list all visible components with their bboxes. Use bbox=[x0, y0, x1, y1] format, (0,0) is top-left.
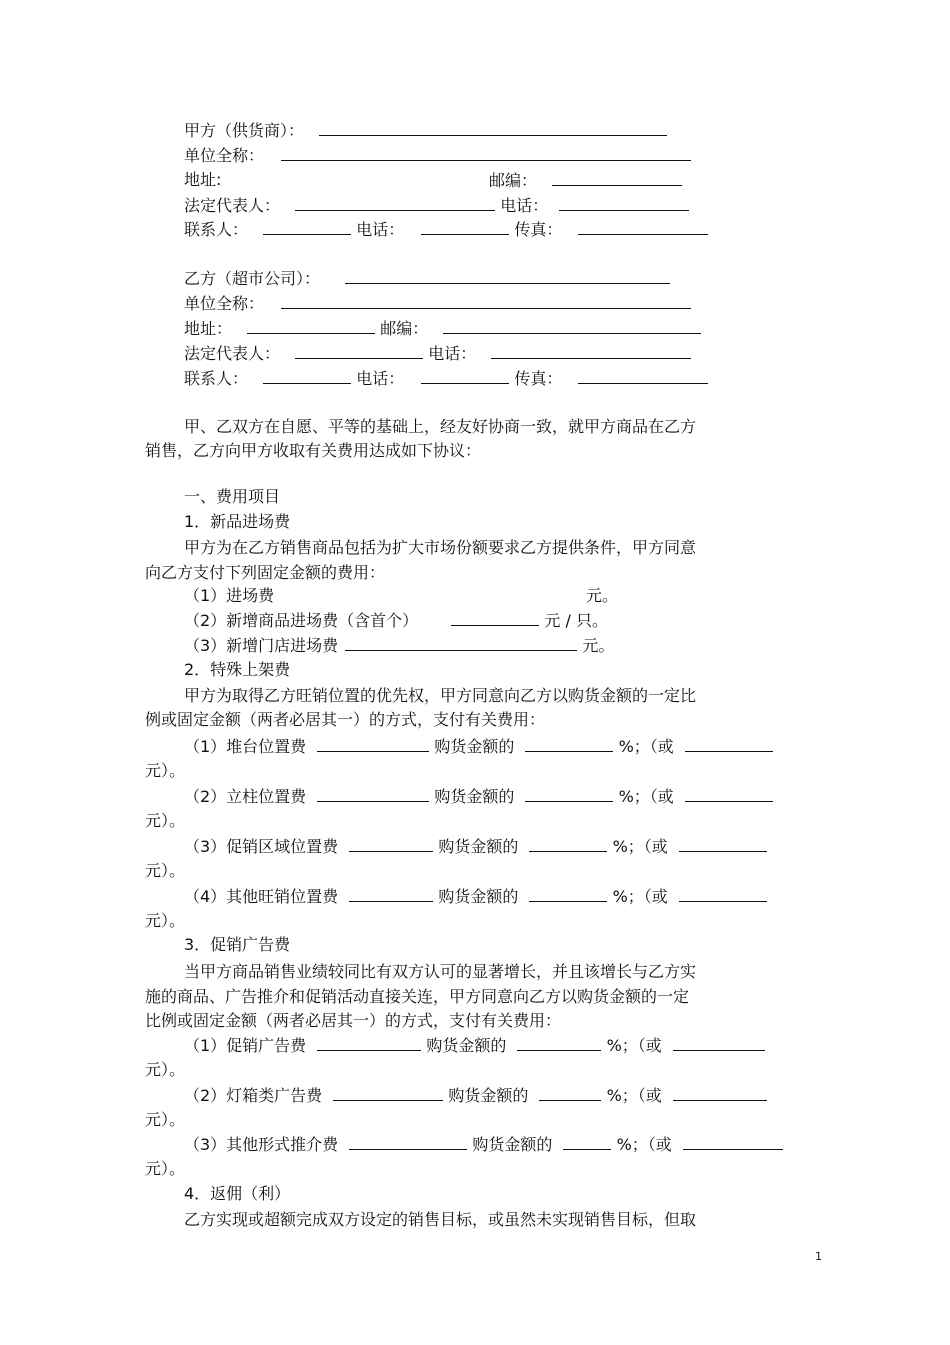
fee-3-item-3-label: （3）其他形式推介费 bbox=[184, 1135, 339, 1154]
fee-3-item-1-pct-suffix: %；（或 bbox=[606, 1036, 662, 1055]
fee-3-desc-3: 比例或固定金额（两者必居其一）的方式，支付有关费用： bbox=[145, 1011, 562, 1030]
fee-3-item-2-pct-suffix: %；（或 bbox=[606, 1086, 662, 1105]
fee-3-item-3-amount-blank[interactable] bbox=[349, 1134, 467, 1150]
fee-2-item-4-pct-suffix: %；（或 bbox=[612, 887, 668, 906]
fee-2-item-4-row bbox=[184, 886, 767, 906]
fee-3-item-2-pct-blank[interactable] bbox=[539, 1085, 601, 1101]
fee-1-item-3-unit: 元。 bbox=[582, 636, 615, 655]
fee-3-item-2-label: （2）灯箱类广告费 bbox=[184, 1086, 323, 1105]
fee-1-item-2-blank[interactable] bbox=[451, 610, 539, 626]
fee-2-item-4-pct-blank[interactable] bbox=[529, 886, 607, 902]
fee-2-item-4-fixed-blank[interactable] bbox=[679, 886, 767, 902]
fee-2-item-4-amount-blank[interactable] bbox=[349, 886, 433, 902]
fee-2-item-3-pct-label: 购货金额的 bbox=[438, 837, 519, 856]
fee-2-item-3-amount-blank[interactable] bbox=[349, 836, 433, 852]
party-b-legalrep-blank[interactable] bbox=[295, 343, 423, 359]
party-b-heading-row bbox=[184, 268, 670, 288]
party-b-fullname-blank[interactable] bbox=[281, 293, 691, 309]
party-a-heading: 甲方（供货商）： bbox=[184, 121, 305, 140]
party-b-fax-blank[interactable] bbox=[578, 368, 708, 384]
fee-2-item-3-pct-blank[interactable] bbox=[529, 836, 607, 852]
party-b-address-row bbox=[184, 318, 701, 338]
fee-3-item-3-pct-suffix: %；（或 bbox=[616, 1135, 672, 1154]
party-a-heading-row bbox=[184, 120, 667, 140]
fee-3-item-3-row bbox=[184, 1134, 783, 1154]
party-b-address-label: 地址： bbox=[184, 319, 233, 338]
fee-2-item-1-amount-blank[interactable] bbox=[317, 736, 429, 752]
party-a-postcode-label: 邮编： bbox=[489, 171, 538, 190]
fee-2-item-2-fixed-blank[interactable] bbox=[685, 786, 773, 802]
party-b-phone-blank[interactable] bbox=[491, 343, 691, 359]
fee-2-desc-1: 甲方为取得乙方旺销位置的优先权，甲方同意向乙方以购货金额的一定比 bbox=[184, 686, 697, 705]
fee-2-item-2-row bbox=[184, 786, 773, 806]
fee-2-item-3-label: （3）促销区域位置费 bbox=[184, 837, 339, 856]
fee-1-item-3-row bbox=[184, 635, 614, 655]
fee-3-item-2-tail: 元）。 bbox=[145, 1110, 186, 1129]
fee-1-desc-2: 向乙方支付下列固定金额的费用： bbox=[145, 563, 386, 582]
party-a-contact-phone-label: 电话： bbox=[356, 220, 405, 239]
fee-1-item-2-row bbox=[184, 610, 608, 630]
intro-line-1: 甲、乙双方在自愿、平等的基础上，经友好协商一致，就甲方商品在乙方 bbox=[184, 417, 697, 436]
party-a-name-blank[interactable] bbox=[319, 120, 667, 136]
party-a-contact-blank[interactable] bbox=[263, 219, 351, 235]
fee-3-item-1-tail: 元）。 bbox=[145, 1060, 186, 1079]
fee-3-item-3-fixed-blank[interactable] bbox=[683, 1134, 783, 1150]
fee-3-item-1-amount-blank[interactable] bbox=[317, 1035, 421, 1051]
party-a-legalrep-label: 法定代表人： bbox=[184, 196, 281, 215]
party-b-address-blank[interactable] bbox=[247, 318, 375, 334]
fee-1-item-3-blank[interactable] bbox=[345, 635, 577, 651]
party-a-fullname-label: 单位全称： bbox=[184, 146, 265, 165]
party-b-postcode-label: 邮编： bbox=[380, 319, 429, 338]
fee-1-item-2-label: （2）新增商品进场费（含首个） bbox=[184, 611, 419, 630]
fee-2-item-2-pct-blank[interactable] bbox=[525, 786, 613, 802]
party-a-postcode-blank[interactable] bbox=[552, 170, 682, 186]
fee-2-item-2-tail: 元）。 bbox=[145, 811, 186, 830]
party-a-contact-label: 联系人： bbox=[184, 220, 249, 239]
party-a-fax-label: 传真： bbox=[514, 220, 563, 239]
fee-3-item-1-pct-blank[interactable] bbox=[517, 1035, 601, 1051]
fee-3-item-1-label: （1）促销广告费 bbox=[184, 1036, 307, 1055]
fee-3-item-3-tail: 元）。 bbox=[145, 1159, 186, 1178]
party-a-legalrep-blank[interactable] bbox=[295, 195, 495, 211]
party-a-fullname-row bbox=[184, 145, 691, 165]
party-a-fax-blank[interactable] bbox=[578, 219, 708, 235]
fee-2-desc-2: 例或固定金额（两者必居其一）的方式，支付有关费用： bbox=[145, 710, 546, 729]
party-b-contact-phone-label: 电话： bbox=[356, 369, 405, 388]
intro-line-2: 销售，乙方向甲方收取有关费用达成如下协议： bbox=[145, 441, 482, 460]
party-b-fullname-label: 单位全称： bbox=[184, 294, 265, 313]
fee-3-item-1-row bbox=[184, 1035, 765, 1055]
fee-2-item-4-tail: 元）。 bbox=[145, 911, 186, 930]
party-b-contact-row bbox=[184, 368, 708, 388]
fee-2-item-1-fixed-blank[interactable] bbox=[685, 736, 773, 752]
fee-4-title: 4．返佣（利） bbox=[184, 1184, 291, 1203]
party-a-contact-phone-blank[interactable] bbox=[421, 219, 509, 235]
fee-2-item-2-amount-blank[interactable] bbox=[317, 786, 429, 802]
party-a-address-label: 地址: bbox=[184, 170, 222, 189]
fee-3-item-2-row bbox=[184, 1085, 767, 1105]
party-b-postcode-blank[interactable] bbox=[443, 318, 701, 334]
fee-2-item-1-row bbox=[184, 736, 773, 756]
fee-2-item-2-pct-label: 购货金额的 bbox=[434, 787, 515, 806]
fee-2-item-3-tail: 元）。 bbox=[145, 861, 186, 880]
fee-1-desc-1: 甲方为在乙方销售商品包括为扩大市场份额要求乙方提供条件，甲方同意 bbox=[184, 538, 697, 557]
party-a-address-row bbox=[184, 170, 221, 190]
party-a-phone-label: 电话： bbox=[500, 196, 549, 215]
party-a-contact-row bbox=[184, 219, 708, 239]
fee-2-item-2-pct-suffix: %；（或 bbox=[618, 787, 674, 806]
fee-3-title: 3．促销广告费 bbox=[184, 935, 291, 954]
fee-3-item-2-pct-label: 购货金额的 bbox=[448, 1086, 529, 1105]
party-b-phone-label: 电话： bbox=[428, 344, 477, 363]
fee-3-item-3-pct-blank[interactable] bbox=[563, 1134, 611, 1150]
fee-3-desc-2: 施的商品、广告推介和促销活动直接关连，甲方同意向乙方以购货金额的一定 bbox=[145, 987, 690, 1006]
fee-2-item-3-row bbox=[184, 836, 767, 856]
party-a-phone-blank[interactable] bbox=[559, 195, 689, 211]
section-1-title: 一、费用项目 bbox=[184, 487, 281, 506]
party-b-name-blank[interactable] bbox=[345, 268, 670, 284]
party-b-contact-label: 联系人： bbox=[184, 369, 249, 388]
party-b-heading: 乙方（超市公司）： bbox=[184, 269, 321, 288]
fee-2-item-4-pct-label: 购货金额的 bbox=[438, 887, 519, 906]
party-a-legalrep-row bbox=[184, 195, 689, 215]
fee-3-desc-1: 当甲方商品销售业绩较同比有双方认可的显著增长，并且该增长与乙方实 bbox=[184, 962, 697, 981]
fee-1-item-1-label: （1）进场费 bbox=[184, 586, 275, 605]
fee-3-item-2-fixed-blank[interactable] bbox=[673, 1085, 767, 1101]
fee-1-item-3-label: （3）新增门店进场费 bbox=[184, 636, 339, 655]
fee-3-item-1-fixed-blank[interactable] bbox=[673, 1035, 765, 1051]
party-a-postcode-row bbox=[489, 170, 682, 190]
fee-1-item-2-unit: 元 / 只。 bbox=[544, 611, 608, 630]
fee-1-title: 1．新品进场费 bbox=[184, 512, 291, 531]
page-number: 1 bbox=[815, 1250, 822, 1263]
party-b-fax-label: 传真： bbox=[514, 369, 563, 388]
fee-2-item-1-tail: 元）。 bbox=[145, 761, 186, 780]
fee-2-title: 2．特殊上架费 bbox=[184, 660, 291, 679]
fee-2-item-1-label: （1）堆台位置费 bbox=[184, 737, 307, 756]
fee-2-item-2-label: （2）立柱位置费 bbox=[184, 787, 307, 806]
party-b-legalrep-row bbox=[184, 343, 691, 363]
fee-1-item-1-unit: 元。 bbox=[586, 586, 619, 605]
party-b-contact-blank[interactable] bbox=[263, 368, 351, 384]
fee-4-desc-1: 乙方实现或超额完成双方设定的销售目标，或虽然未实现销售目标，但取 bbox=[184, 1210, 697, 1229]
party-a-fullname-blank[interactable] bbox=[281, 145, 691, 161]
fee-2-item-1-pct-suffix: %；（或 bbox=[618, 737, 674, 756]
fee-2-item-3-pct-suffix: %；（或 bbox=[612, 837, 668, 856]
fee-3-item-1-pct-label: 购货金额的 bbox=[426, 1036, 507, 1055]
fee-2-item-4-label: （4）其他旺销位置费 bbox=[184, 887, 339, 906]
fee-3-item-3-pct-label: 购货金额的 bbox=[472, 1135, 553, 1154]
party-b-legalrep-label: 法定代表人： bbox=[184, 344, 281, 363]
party-b-fullname-row bbox=[184, 293, 691, 313]
fee-2-item-1-pct-label: 购货金额的 bbox=[434, 737, 515, 756]
fee-2-item-3-fixed-blank[interactable] bbox=[679, 836, 767, 852]
fee-2-item-1-pct-blank[interactable] bbox=[525, 736, 613, 752]
fee-3-item-2-amount-blank[interactable] bbox=[333, 1085, 443, 1101]
party-b-contact-phone-blank[interactable] bbox=[421, 368, 509, 384]
